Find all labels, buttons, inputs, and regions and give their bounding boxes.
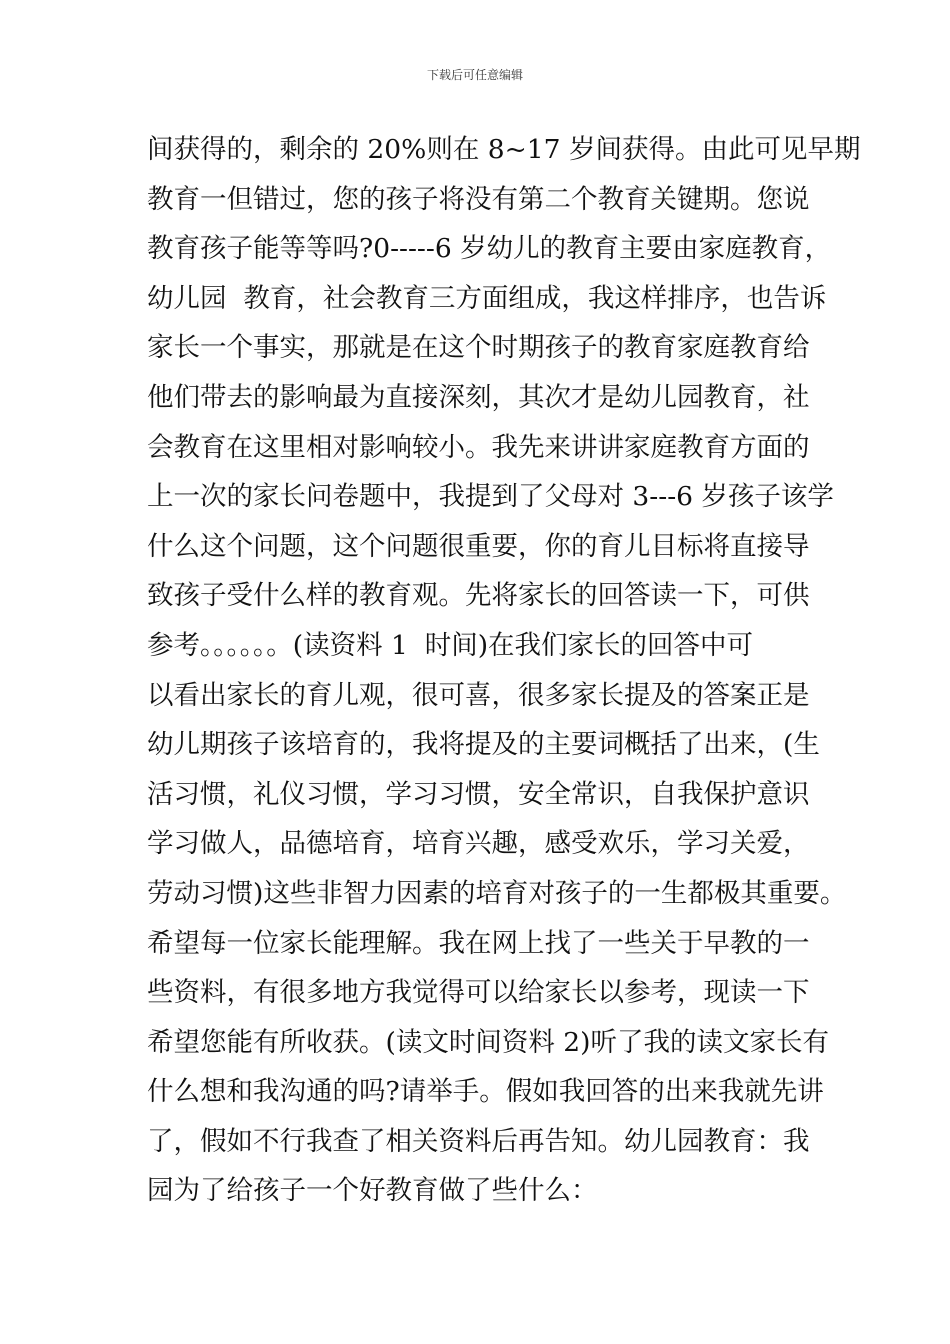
page-header: 下载后可任意编辑 [426,68,523,82]
document-body [147,125,861,1216]
body-line: 了，假如不行我查了相关资料后再告知。幼儿园教育：我 [147,1125,810,1157]
body-line: 劳动习惯)这些非智力因素的培育对孩子的一生都极其重要。 [147,877,847,909]
body-line: 活习惯，礼仪习惯，学习习惯，安全常识，自我保护意识 [147,778,810,810]
body-line: 参考。。。。。。(读资料 1 时间)在我们家长的回答中可 [147,629,754,661]
body-line: 幼儿期孩子该培育的，我将提及的主要词概括了出来，(生 [147,729,820,761]
body-line: 什么想和我沟通的吗?请举手。假如我回答的出来我就先讲 [147,1076,824,1108]
body-line: 幼儿园 教育，社会教育三方面组成，我这样排序，也告诉 [147,282,827,314]
body-line: 会教育在这里相对影响较小。我先来讲讲家庭教育方面的 [147,431,810,463]
body-line: 希望每一位家长能理解。我在网上找了一些关于早教的一 [147,927,810,959]
body-line: 教育孩子能等等吗?0-----6 岁幼儿的教育主要由家庭教育， [147,233,832,265]
body-line: 间获得的，剩余的 20%则在 8~17 岁间获得。由此可见早期 [147,134,861,165]
body-line: 希望您能有所收获。(读文时间资料 2)听了我的读文家长有 [147,1026,829,1058]
body-line: 他们带去的影响最为直接深刻，其次才是幼儿园教育，社 [147,381,810,413]
body-line: 上一次的家长问卷题中，我提到了父母对 3---6 岁孩子该学 [147,481,834,513]
body-line: 教育一但错过，您的孩子将没有第二个教育关键期。您说 [147,183,810,215]
body-line: 家长一个事实，那就是在这个时期孩子的教育家庭教育给 [147,332,810,364]
body-line: 致孩子受什么样的教育观。先将家长的回答读一下，可供 [147,580,810,612]
body-line: 以看出家长的育儿观，很可喜，很多家长提及的答案正是 [147,679,810,711]
body-line: 园为了给孩子一个好教育做了些什么： [147,1175,598,1207]
body-line: 些资料，有很多地方我觉得可以给家长以参考，现读一下 [147,977,810,1009]
body-line: 什么这个问题，这个问题很重要，你的育儿目标将直接导 [147,530,810,562]
body-line: 学习做人，品德培育，培育兴趣，感受欢乐，学习关爱， [147,828,810,860]
